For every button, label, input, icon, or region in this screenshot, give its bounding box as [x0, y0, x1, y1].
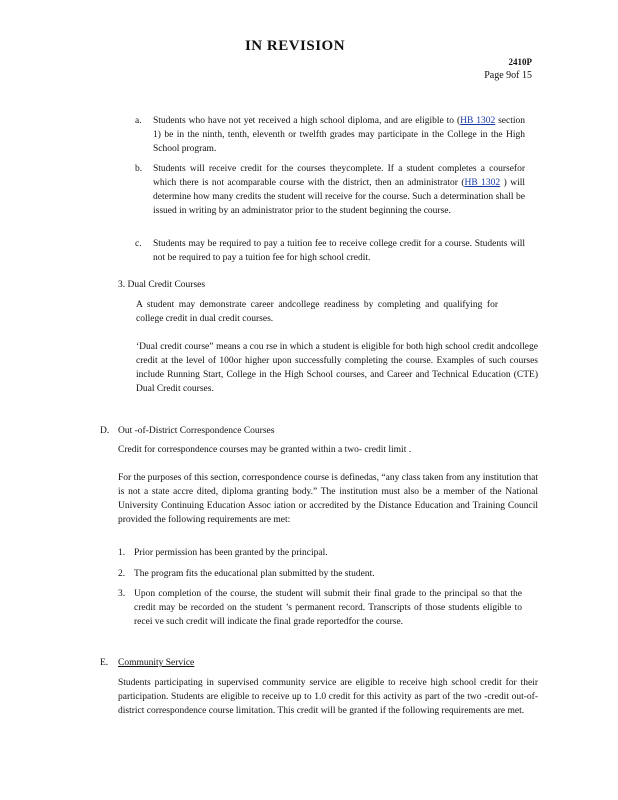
section-e-label: E.: [100, 658, 109, 668]
item-a-label: a.: [135, 116, 142, 126]
item-a-text: Students who have not yet received a high school diploma, and are eligible to (HB 1302 section 1) be in the ninth, tenth, eleventh or twelfth grades may participate in the College in the High School program.: [153, 116, 526, 154]
section-d-heading: Out -of-District Correspondence Courses: [118, 426, 275, 436]
list-item-1: Prior permission has been granted by the principal.: [134, 548, 328, 558]
section-d-label: D.: [100, 426, 110, 436]
list-item-2: The program fits the educational plan submitted by the student.: [134, 569, 375, 579]
item-b-label: b.: [135, 164, 143, 174]
list-num-2: 2.: [118, 569, 126, 579]
list-item-3: Upon completion of the course, the student will submit their final grade to the principal so that the credit may be recorded on the student ’s permanent record. Transcripts of those students eligible to recei ve such credit will indicate the final grade reportedfor the course.: [134, 589, 522, 627]
section-d-para2: For the purposes of this section, correspondence course is definedas, “any class taken from any institution that is not a state accre dited, diploma granting body.” The institution must also be a member of the National University Continuing Education Assoc iation or accredited by the Distance Education and Training Council provided the following requirements are met:: [118, 473, 538, 525]
item-c-text: Students may be required to pay a tuition fee to receive college credit for a course. Students will not be required to pay a tuition fee for high school credit.: [153, 239, 525, 263]
list-num-1: 1.: [118, 548, 126, 558]
hb1302-link[interactable]: HB 1302: [464, 178, 501, 188]
list-num-3: 3.: [118, 589, 126, 599]
section-e-heading: Community Service: [118, 658, 195, 668]
item-c-label: c.: [135, 239, 142, 249]
dual-credit-heading: 3. Dual Credit Courses: [118, 280, 206, 290]
revision-title: IN REVISION: [244, 38, 346, 54]
policy-code: 2410P: [508, 57, 532, 67]
item-b-text: Students will receive credit for the courses theycomplete. If a student completes a coursefor which there is not acomparable course with the district, then an administrator (HB 1302 ) will determine how many credits the student will receive for the course. Such a determination shall be issued in writing by an administrator prior to the student beginning the course.: [153, 164, 525, 216]
hb1302-link[interactable]: HB 1302: [460, 116, 496, 126]
section-d-para1: Credit for correspondence courses may be granted within a two- credit limit .: [118, 445, 412, 455]
page-number: Page 9of 15: [484, 70, 532, 81]
dual-credit-para1: A student may demonstrate career andcollege readiness by completing and qualifying for college credit in dual credit courses.: [136, 300, 498, 324]
dual-credit-para2: ‘Dual credit course” means a cou rse in which a student is eligible for both high school credit andcollege credit at the level of 100or higher upon successfully completing the course. Examples of such courses include Running Start, College in the High School courses, and Career and Technical Education (CTE) Dual Credit courses.: [136, 342, 538, 394]
section-e-para1: Students participating in supervised community service are eligible to receive high school credit for their participation. Students are eligible to receive up to 1.0 credit for this activity as part of the two -credit out-of-district correspondence course limitation. This credit will be granted if the following requirements are met.: [118, 678, 538, 716]
